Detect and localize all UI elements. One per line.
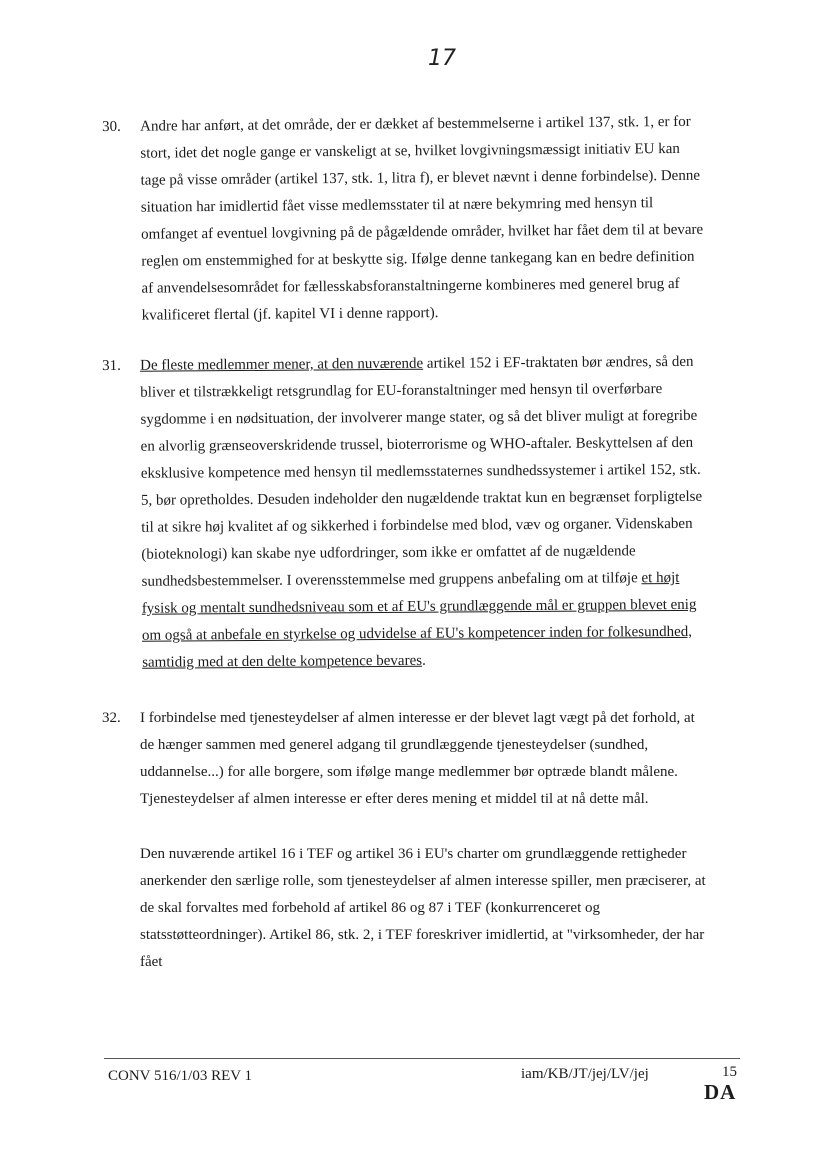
text-line: statsstøtteordninger). Artikel 86, stk. 2, i TEF foreskriver imidlertid, at "virksomheder, der har [140,927,705,943]
paragraph-30 [102,108,742,324]
text-line [142,648,426,677]
text-line: reglen om enstemmighed for at beskytte sig. Ifølge denne tankegang kan en bedre definition [141,248,695,270]
underlined-text: et højt [641,569,680,587]
text-line: 5, bør opretholdes. Desuden indeholder den nugældende traktat kun en begrænset forpligtelse [140,488,703,509]
text-line: de skal forvaltes med forbehold af artikel 86 og 87 i TEF (konkurrenceret og [140,900,600,916]
paragraph-number: 32. [102,710,121,726]
text-line: kvalificeret flertal (jf. kapitel VI i denne rapport). [141,305,439,324]
text-line: (bioteknologi) kan skabe nye udfordringer, som ikke er omfattet af de nugældende [141,543,636,563]
text-line [140,349,694,380]
text-line: Den nuværende artikel 16 i TEF og artikel 36 i EU's charter om grundlæggende rettigheder [140,846,687,862]
paragraph-number: 31. [102,357,121,374]
underlined-line: fysisk og mentalt sundhedsniveau som et af EU's grundlæggende mål er gruppen blevet enig [141,596,697,617]
text-line: Andre har anført, at det område, der er dækket af bestemmelserne i artikel 137, stk. 1, er for [140,113,691,135]
text-line: af anvendelsesområdet for fællesskabsforanstaltningerne kombineres med generel brug af [141,275,680,297]
text-span: sundhedsbestemmelser. I overensstemmelse med gruppens anbefaling om at tilføje [141,570,642,590]
underlined-text: De fleste medlemmer mener, at den nuværende [140,355,424,374]
footer-initials: iam/KB/JT/jej/LV/jej [521,1066,649,1082]
paragraph-number: 30. [102,118,121,135]
text-line: en alvorlig grænseoverskridende trussel, bioterrorisme og WHO-aftaler. Beskyttelsen af den [140,434,694,455]
footer-page-number: 15 [722,1064,737,1080]
text-span: . [422,652,426,669]
text-line: stort, idet det nogle gange er vanskeligt at se, hvilket lovgivningsmæssigt initiativ EU kan [140,140,680,162]
text-line: anerkender den særlige rolle, som tjenesteydelser af almen interesse spiller, men præciserer, at [140,873,706,889]
paragraph-31 [102,349,742,671]
footer-divider [104,1058,740,1059]
footer-language-code: DA [704,1080,737,1104]
text-line: omfanget af eventuel lovgivning på de pågældende områder, hvilket har fået dem til at bevare [140,221,704,243]
text-line: eksklusive kompetence med hensyn til medlemsstaternes sundhedssystemer i artikel 152, stk. [140,461,701,482]
text-line: til at sikre høj kvalitet af og sikkerhed i forbindelse med blod, væv og organer. Videnskaben [141,515,693,536]
text-line: uddannelse...) for alle borgere, som ifølge mange medlemmer bør optræde blandt målene. [140,764,678,780]
underlined-text: samtidig med at den delte kompetence bevares [142,652,423,671]
text-line: situation har imidlertid fået visse medlemsstater til at nære bekymring med hensyn til [140,195,654,216]
text-line: I forbindelse med tjenesteydelser af almen interesse er der blevet lagt vægt på det forhold, at [140,710,695,726]
handwritten-page-number: 17 [428,46,456,71]
text-line: fået [140,954,163,970]
text-line: sygdomme i en nødsituation, der involverer mange stater, og så det bliver muligt at foregribe [140,407,698,428]
text-line: tage på visse områder (artikel 137, stk. 1, litra f), er blevet nævnt i denne forbindelse). Denne [140,167,701,189]
text-line [142,565,680,596]
underlined-line: om også at anbefale en styrkelse og udvidelse af EU's kompetencer inden for folkesundhed, [141,623,693,644]
text-line: Tjenesteydelser af almen interesse er efter deres mening et middel til at nå dette mål. [140,791,649,807]
text-line: bliver et tilstrækkeligt retsgrundlag for EU-foranstaltninger med hensyn til overførbare [140,381,663,401]
text-span: artikel 152 i EF-traktaten bør ændres, så den [423,353,694,372]
text-line: de hænger sammen med generel adgang til grundlæggende tjenesteydelser (sundhed, [140,737,649,753]
footer-document-reference: CONV 516/1/03 REV 1 [108,1068,253,1084]
